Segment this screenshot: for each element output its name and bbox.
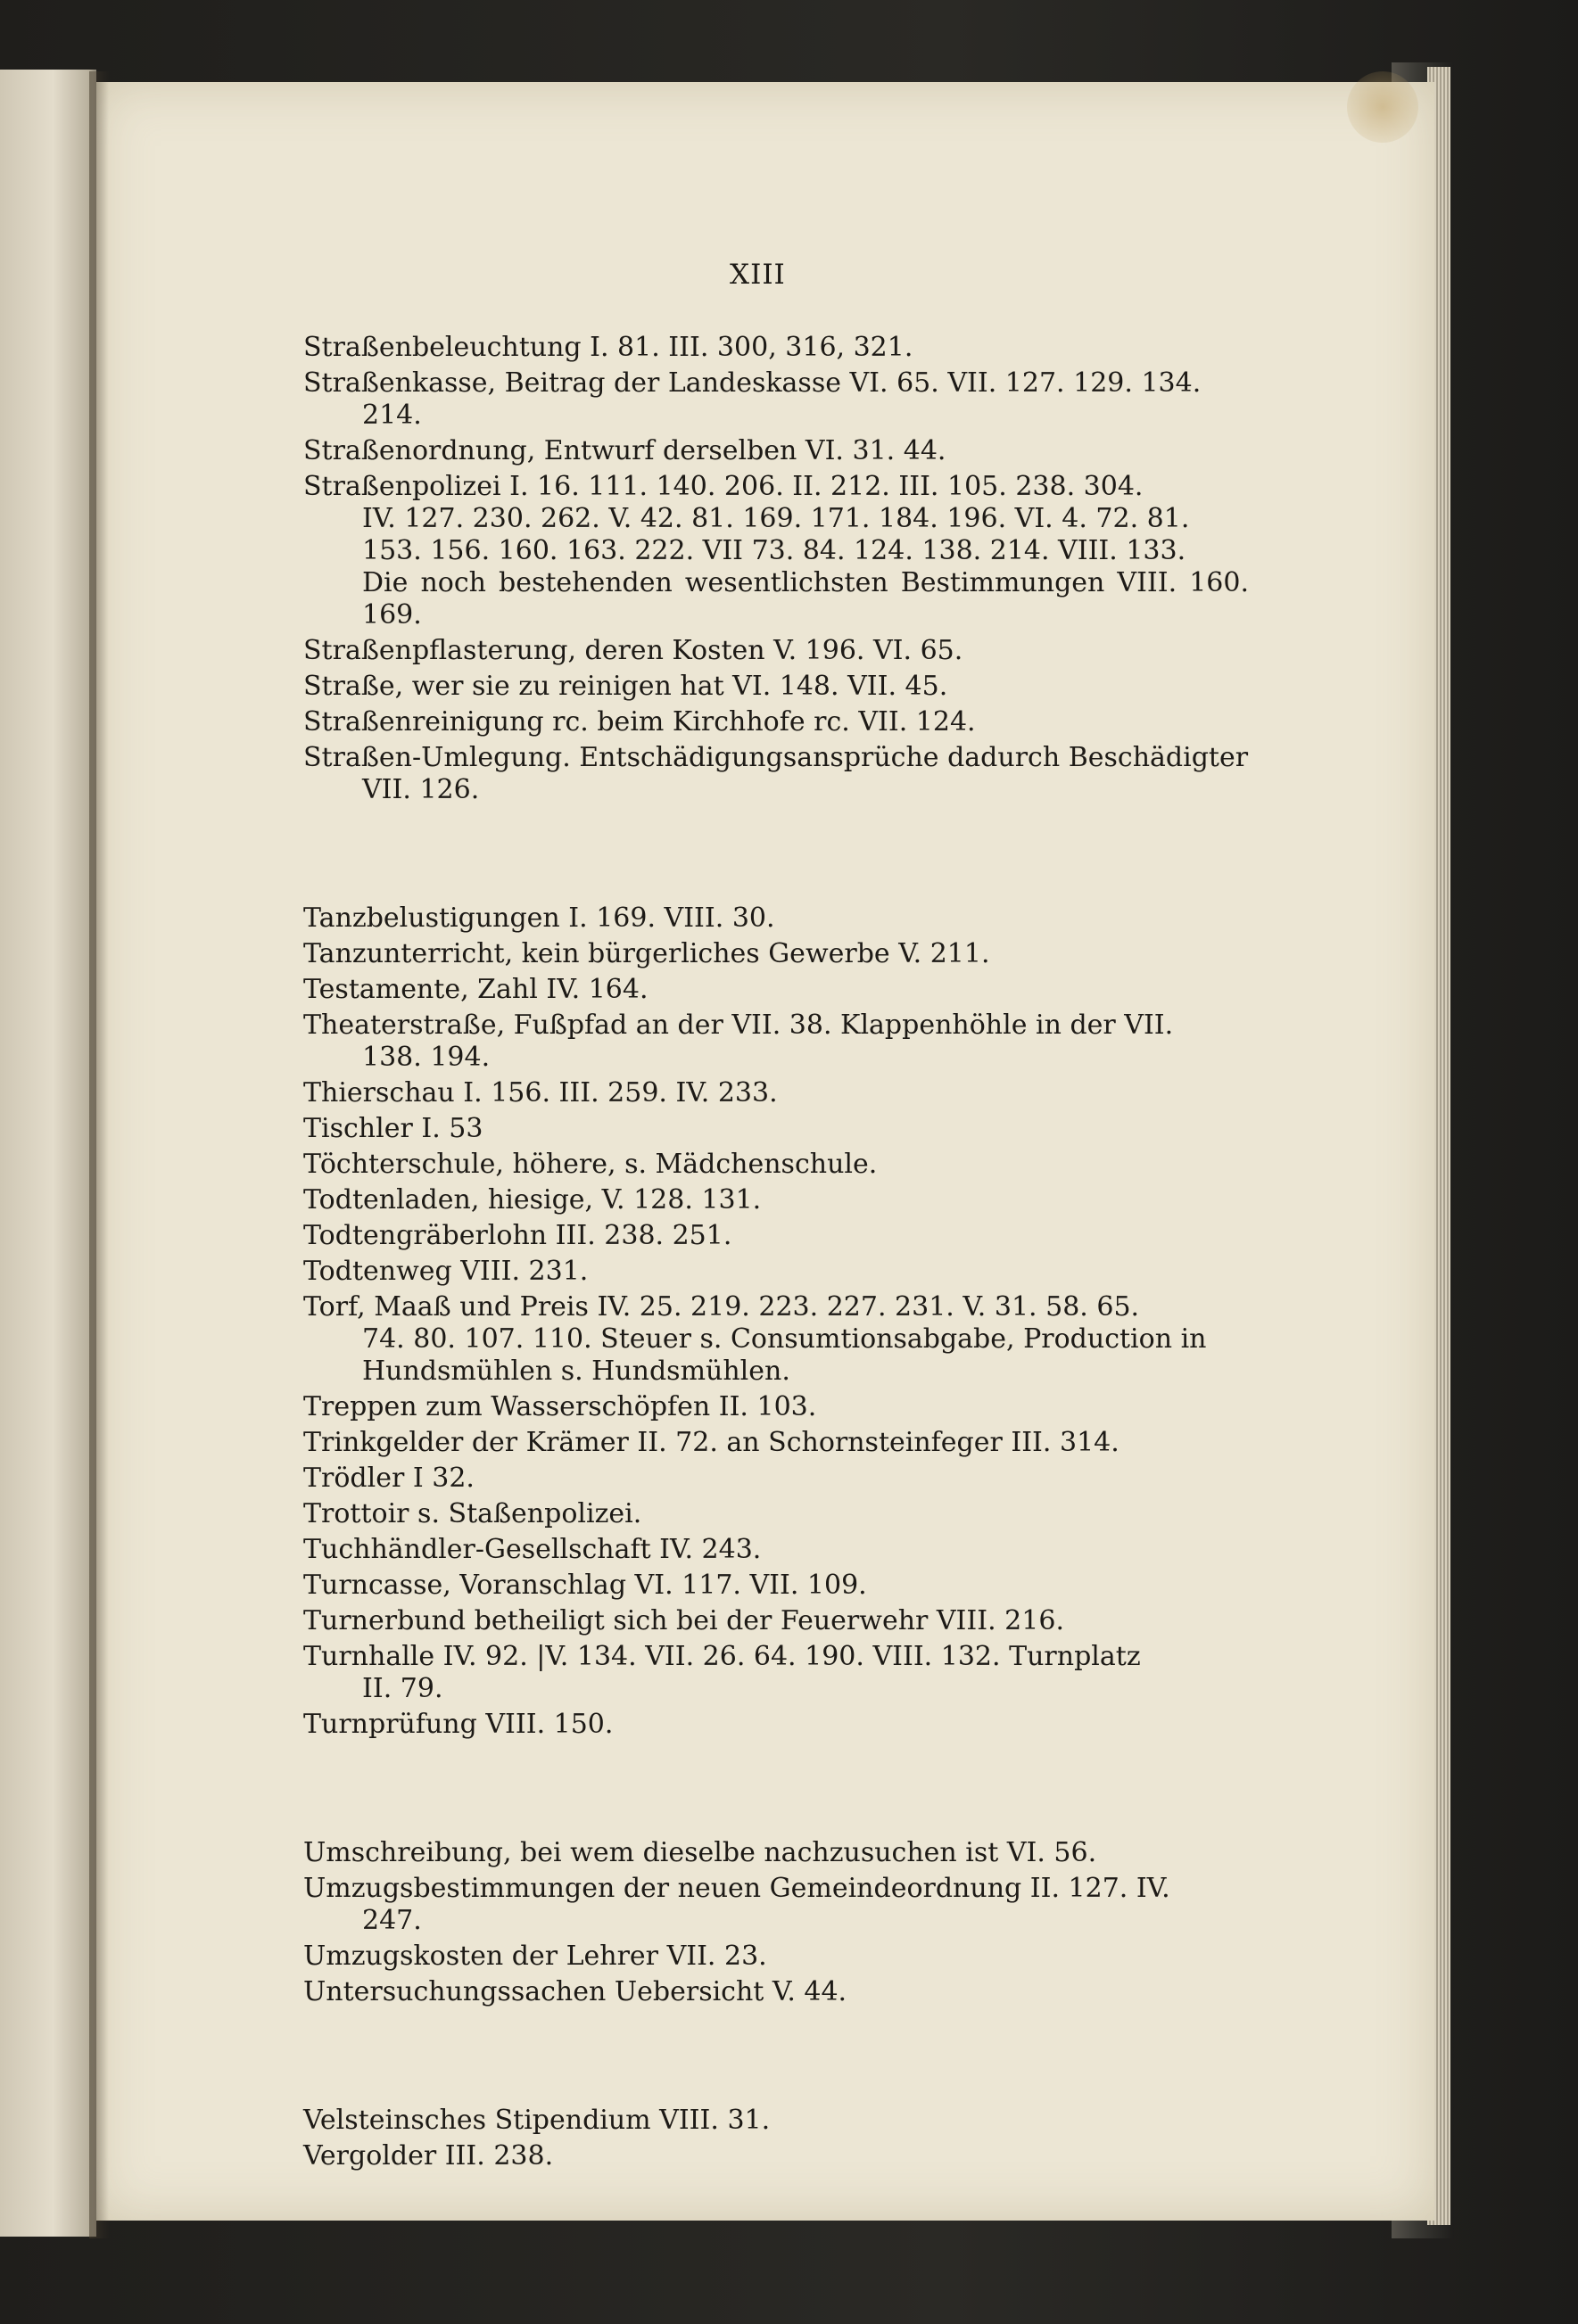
- entry-line: Töchterschule, höhere, s. Mädchenschule.: [303, 1149, 878, 1180]
- entry-continuation-line: 247.: [362, 1905, 422, 1936]
- left-page-edge: [0, 70, 96, 2237]
- index-section-v: [303, 2105, 1249, 2172]
- entry-line: Turnprüfung VIII. 150.: [303, 1709, 614, 1740]
- index-entry: [303, 1077, 1249, 1109]
- entry-line: Todtenladen, hiesige, V. 128. 131.: [303, 1184, 762, 1216]
- entry-line: Theaterstraße, Fußpfad an der VII. 38. Klappenhöhle in der VII.: [303, 1010, 1174, 1041]
- index-sections: [303, 332, 1249, 2172]
- section-gap: [303, 1741, 1249, 1837]
- entry-continuation-line: 74. 80. 107. 110. Steuer s. Consumtionsabgabe, Production in: [362, 1323, 1207, 1355]
- spine-shadow: [89, 71, 109, 2238]
- entry-line: Umschreibung, bei wem dieselbe nachzusuchen ist VI. 56.: [303, 1837, 1097, 1868]
- index-entry: [303, 974, 1249, 1006]
- section-gap: [303, 2008, 1249, 2105]
- index-section-u: [303, 1837, 1249, 2008]
- entry-line: Straßenreinigung rc. beim Kirchhofe rc. VII. 124.: [303, 706, 976, 738]
- entry-continuation-line: 138. 194.: [362, 1042, 491, 1073]
- entry-line: Straßenbeleuchtung I. 81. III. 300, 316, 321.: [303, 332, 913, 363]
- entry-line: Tanzbelustigungen I. 169. VIII. 30.: [303, 902, 775, 934]
- entry-continuation-line: 153. 156. 160. 163. 222. VII 73. 84. 124. 138. 214. VIII. 133.: [362, 535, 1186, 566]
- index-section-s: [303, 332, 1249, 806]
- index-entry: [303, 1570, 1249, 1602]
- index-entry: [303, 1941, 1249, 1973]
- index-entry: [303, 2140, 1249, 2172]
- entry-line: Todtenweg VIII. 231.: [303, 1256, 589, 1287]
- page-stain: [1347, 71, 1418, 143]
- entry-line: Turnhalle IV. 92. |V. 134. VII. 26. 64. 190. VIII. 132. Turnplatz: [303, 1641, 1141, 1672]
- index-entry: [303, 1498, 1249, 1530]
- entry-line: Vergolder III. 238.: [303, 2140, 554, 2172]
- entry-line: Tanzunterricht, kein bürgerliches Gewerbe V. 211.: [303, 938, 990, 969]
- entry-line: Straßenpolizei I. 16. 111. 140. 206. II. 212. III. 105. 238. 304.: [303, 471, 1144, 502]
- entry-line: Velsteinsches Stipendium VIII. 31.: [303, 2105, 771, 2136]
- index-entry: [303, 2105, 1249, 2137]
- entry-line: Todtengräberlohn III. 238. 251.: [303, 1220, 732, 1251]
- entry-line: Tuchhändler-Gesellschaft IV. 243.: [303, 1534, 762, 1565]
- entry-continuation-line: IV. 127. 230. 262. V. 42. 81. 169. 171. 184. 196. VI. 4. 72. 81.: [362, 503, 1190, 534]
- index-entry: [303, 1220, 1249, 1252]
- index-entry: [303, 1709, 1249, 1741]
- entry-line: Straße, wer sie zu reinigen hat VI. 148. VII. 45.: [303, 671, 948, 702]
- entry-line: Straßenordnung, Entwurf derselben VI. 31. 44.: [303, 435, 946, 466]
- entry-continuation-line: II. 79.: [362, 1673, 443, 1704]
- entry-continuation-line: Die noch bestehenden wesentlichsten Bestimmungen VIII. 160. 169.: [362, 567, 1249, 630]
- index-entry: [303, 1873, 1249, 1937]
- index-entry: [303, 1976, 1249, 2008]
- entry-line: Turnerbund betheiligt sich bei der Feuerwehr VIII. 216.: [303, 1605, 1064, 1636]
- index-entry: [303, 332, 1249, 364]
- section-gap: [303, 806, 1249, 902]
- index-entry: [303, 1256, 1249, 1288]
- entry-line: Umzugskosten der Lehrer VII. 23.: [303, 1941, 767, 1972]
- index-entry: [303, 1291, 1249, 1388]
- index-entry: [303, 1837, 1249, 1869]
- index-entry: [303, 435, 1249, 467]
- index-entry: [303, 367, 1249, 432]
- index-entry: [303, 1427, 1249, 1459]
- index-entry: [303, 671, 1249, 703]
- entry-line: Tischler I. 53: [303, 1113, 483, 1144]
- index-content: [303, 259, 1249, 2172]
- index-entry: [303, 1534, 1249, 1566]
- index-entry: [303, 1010, 1249, 1074]
- entry-line: Trottoir s. Staßenpolizei.: [303, 1498, 642, 1529]
- entry-line: Turncasse, Voranschlag VI. 117. VII. 109.: [303, 1570, 867, 1601]
- entry-line: Umzugsbestimmungen der neuen Gemeindeordnung II. 127. IV.: [303, 1873, 1170, 1904]
- entry-line: Untersuchungssachen Uebersicht V. 44.: [303, 1976, 847, 2007]
- index-entry: [303, 706, 1249, 738]
- index-entry: [303, 635, 1249, 667]
- index-entry: [303, 1605, 1249, 1637]
- entry-line: Straßenkasse, Beitrag der Landeskasse VI. 65. VII. 127. 129. 134.: [303, 367, 1202, 399]
- entry-line: Thierschau I. 156. III. 259. IV. 233.: [303, 1077, 778, 1108]
- index-entry: [303, 1391, 1249, 1423]
- index-entry: [303, 938, 1249, 970]
- index-section-t: [303, 902, 1249, 1741]
- entry-line: Testamente, Zahl IV. 164.: [303, 974, 649, 1005]
- entry-continuation-line: 214.: [362, 400, 422, 431]
- index-entry: [303, 1149, 1249, 1181]
- entry-line: Trinkgelder der Krämer II. 72. an Schornsteinfeger III. 314.: [303, 1427, 1119, 1458]
- entry-line: Trödler I 32.: [303, 1463, 475, 1494]
- entry-line: Treppen zum Wasserschöpfen II. 103.: [303, 1391, 817, 1422]
- entry-line: Straßenpflasterung, deren Kosten V. 196. VI. 65.: [303, 635, 963, 666]
- index-entry: [303, 1184, 1249, 1216]
- page-number: XIII: [730, 259, 786, 291]
- index-entry: [303, 1113, 1249, 1145]
- index-entry: [303, 902, 1249, 935]
- index-entry: [303, 1641, 1249, 1705]
- entry-continuation-line: Hundsmühlen s. Hundsmühlen.: [362, 1356, 790, 1387]
- entry-line: Torf, Maaß und Preis IV. 25. 219. 223. 227. 231. V. 31. 58. 65.: [303, 1291, 1140, 1323]
- entry-continuation-line: VII. 126.: [362, 774, 480, 805]
- index-entry: [303, 471, 1249, 631]
- index-entry: [303, 742, 1249, 806]
- index-entry: [303, 1463, 1249, 1495]
- entry-line: Straßen-Umlegung. Entschädigungsansprüche dadurch Beschädigter: [303, 742, 1249, 773]
